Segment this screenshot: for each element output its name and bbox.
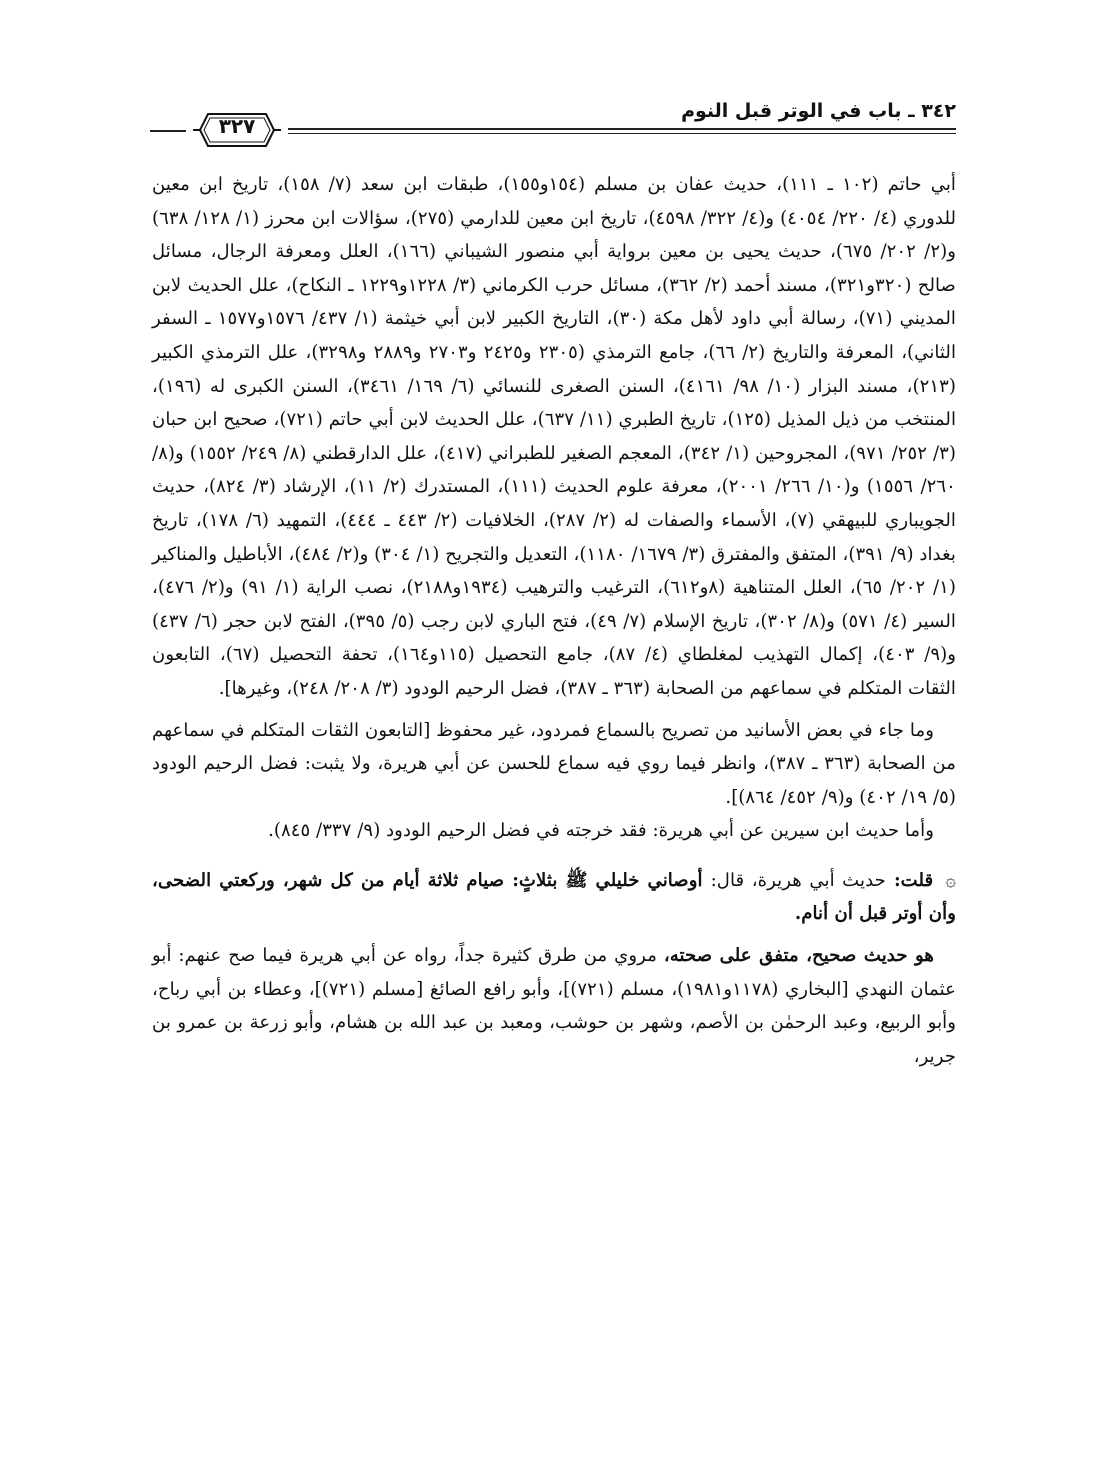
running-title: ٣٤٢ ـ باب في الوتر قبل النوم — [681, 100, 956, 122]
header-rule — [288, 128, 956, 130]
hadith-isnad: حديث أبي هريرة، قال: — [710, 869, 886, 891]
star-ornament-icon: ۞ — [945, 869, 957, 891]
page-number-badge — [190, 108, 284, 152]
page-body — [152, 168, 956, 1073]
page-header — [150, 88, 956, 148]
ruling-lead: هو حديث صحيح، متفق على صحته، — [663, 945, 935, 967]
ruling-paragraph — [152, 939, 956, 1073]
header-rule-left — [150, 130, 186, 132]
paragraph: وما جاء في بعض الأسانيد من تصريح بالسماع فمردود، غير محفوظ [التابعون الثقات المتكلم في سماعهم من الصحابة (٣٦٣ ـ ٣٨٧)، وانظر فيما روي فيه سماع للحسن عن أبي هريرة، ولا يثبت: فضل الرحيم الودود (٥/ ١٩/ ٤٠٢) و(٩/ ٤٥٢/ ٨٦٤)]. — [152, 719, 956, 808]
hadith-statement — [152, 864, 956, 931]
hadith-matn: أوصاني خليلي ﷺ بثلاثٍ: صيام ثلاثة أيام من كل شهر، وركعتي الضحى، وأن أوتر قبل أن أنام. — [152, 869, 956, 925]
ruling-text: مروي من طرق كثيرة جداً، رواه عن أبي هريرة فيما صح عنهم: أبو عثمان النهدي [البخاري (١١٧٨و١٩٨١)، مسلم (٧٢١)]، وأبو رافع الصائغ [مسلم (٧٢١)]، وعطاء بن أبي رباح، وأبو الربيع، وعبد الرحمٰن بن الأصم، وشهر بن حوشب، ومعبد بن عبد الله بن هشام، وأبو زرعة بن عمرو بن جرير، — [152, 945, 957, 1067]
sources-paragraph: أبي حاتم (١٠٢ ـ ١١١)، حديث عفان بن مسلم (١٥٤و١٥٥)، طبقات ابن سعد (٧/ ١٥٨)، تاريخ ابن معين للدوري (٤/ ٢٢٠/ ٤٠٥٤) و(٤/ ٣٢٢/ ٤٥٩٨)، تاريخ ابن معين للدارمي (٢٧٥)، سؤالات ابن محرز (١/ ١٢٨/ ٦٣٨) و(٢/ ٢٠٢/ ٦٧٥)، حديث يحيى بن معين برواية أبي منصور الشيباني (١٦٦)، العلل ومعرفة الرجال، مسائل صالح (٣٢٠و٣٢١)، مسند أحمد (٢/ ٣٦٢)، مسائل حرب الكرماني (٣/ ١٢٢٨و١٢٢٩ ـ النكاح)، علل الحديث لابن المديني (٧١)، رسالة أبي داود لأهل مكة (٣٠)، التاريخ الكبير لابن أبي خيثمة (١/ ٤٣٧/ ١٥٧٦و١٥٧٧ ـ السفر الثاني)، المعرفة والتاريخ (٢/ ٦٦)، جامع الترمذي (٢٣٠٥ و٢٤٢٥ و٢٧٠٣ و٢٨٨٩ و٣٢٩٨)، علل الترمذي الكبير (٢١٣)، مسند البزار (١٠/ ٩٨/ ٤١٦١)، السنن الصغرى للنسائي (٦/ ١٦٩/ ٣٤٦١)، السنن الكبرى له (١٩٦)، المنتخب من ذيل المذيل (١٢٥)، تاريخ الطبري (١١/ ٦٣٧)، علل الحديث لابن أبي حاتم (٧٢١)، صحيح ابن حبان (٣/ ٢٥٢/ ٩٧١)، المجروحين (١/ ٣٤٢)، المعجم الصغير للطبراني (٤١٧)، علل الدارقطني (٨/ ٢٤٩/ ١٥٥٢) و(٨/ ٢٦٠/ ١٥٥٦) و(١٠/ ٢٦٦/ ٢٠٠١)، معرفة علوم الحديث (١١١)، المستدرك (٢/ ١١)، الإرشاد (٣/ ٨٢٤)، حديث الجويباري للبيهقي (٧)، الأسماء والصفات له (٢/ ٢٨٧)، الخلافيات (٢/ ٤٤٣ ـ ٤٤٤)، التمهيد (٦/ ١٧٨)، تاريخ بغداد (٩/ ٣٩١)، المتفق والمفترق (٣/ ١٦٧٩/ ١١٨٠)، التعديل والتجريح (١/ ٣٠٤) و(٢/ ٤٨٤)، الأباطيل والمناكير (١/ ٢٠٢/ ٦٥)، العلل المتناهية (٨و٦١٢)، الترغيب والترهيب (١٩٣٤و٢١٨٨)، نصب الراية (١/ ٩١) و(٢/ ٤٧٦)، السير (٤/ ٥٧١) و(٨/ ٣٠٢)، تاريخ الإسلام (٧/ ٤٩)، فتح الباري لابن رجب (٥/ ٣٩٥)، الفتح لابن حجر (٦/ ٤٣٧) و(٩/ ٤٠٣)، إكمال التهذيب لمغلطاي (٤/ ٨٧)، جامع التحصيل (١١٥و١٦٤)، تحفة التحصيل (٦٧)، التابعون الثقات المتكلم في سماعهم من الصحابة (٣٦٣ ـ ٣٨٧)، فضل الرحيم الودود (٣/ ٢٠٨/ ٢٤٨)، وغيرها]. — [152, 174, 957, 699]
page-number: ٣٢٧ — [218, 114, 256, 138]
paragraph: وأما حديث ابن سيرين عن أبي هريرة: فقد خرجته في فضل الرحيم الودود (٩/ ٣٣٧/ ٨٤٥). — [268, 820, 934, 842]
header-rule-thin — [288, 133, 956, 134]
qultu: قلت: — [893, 869, 934, 891]
